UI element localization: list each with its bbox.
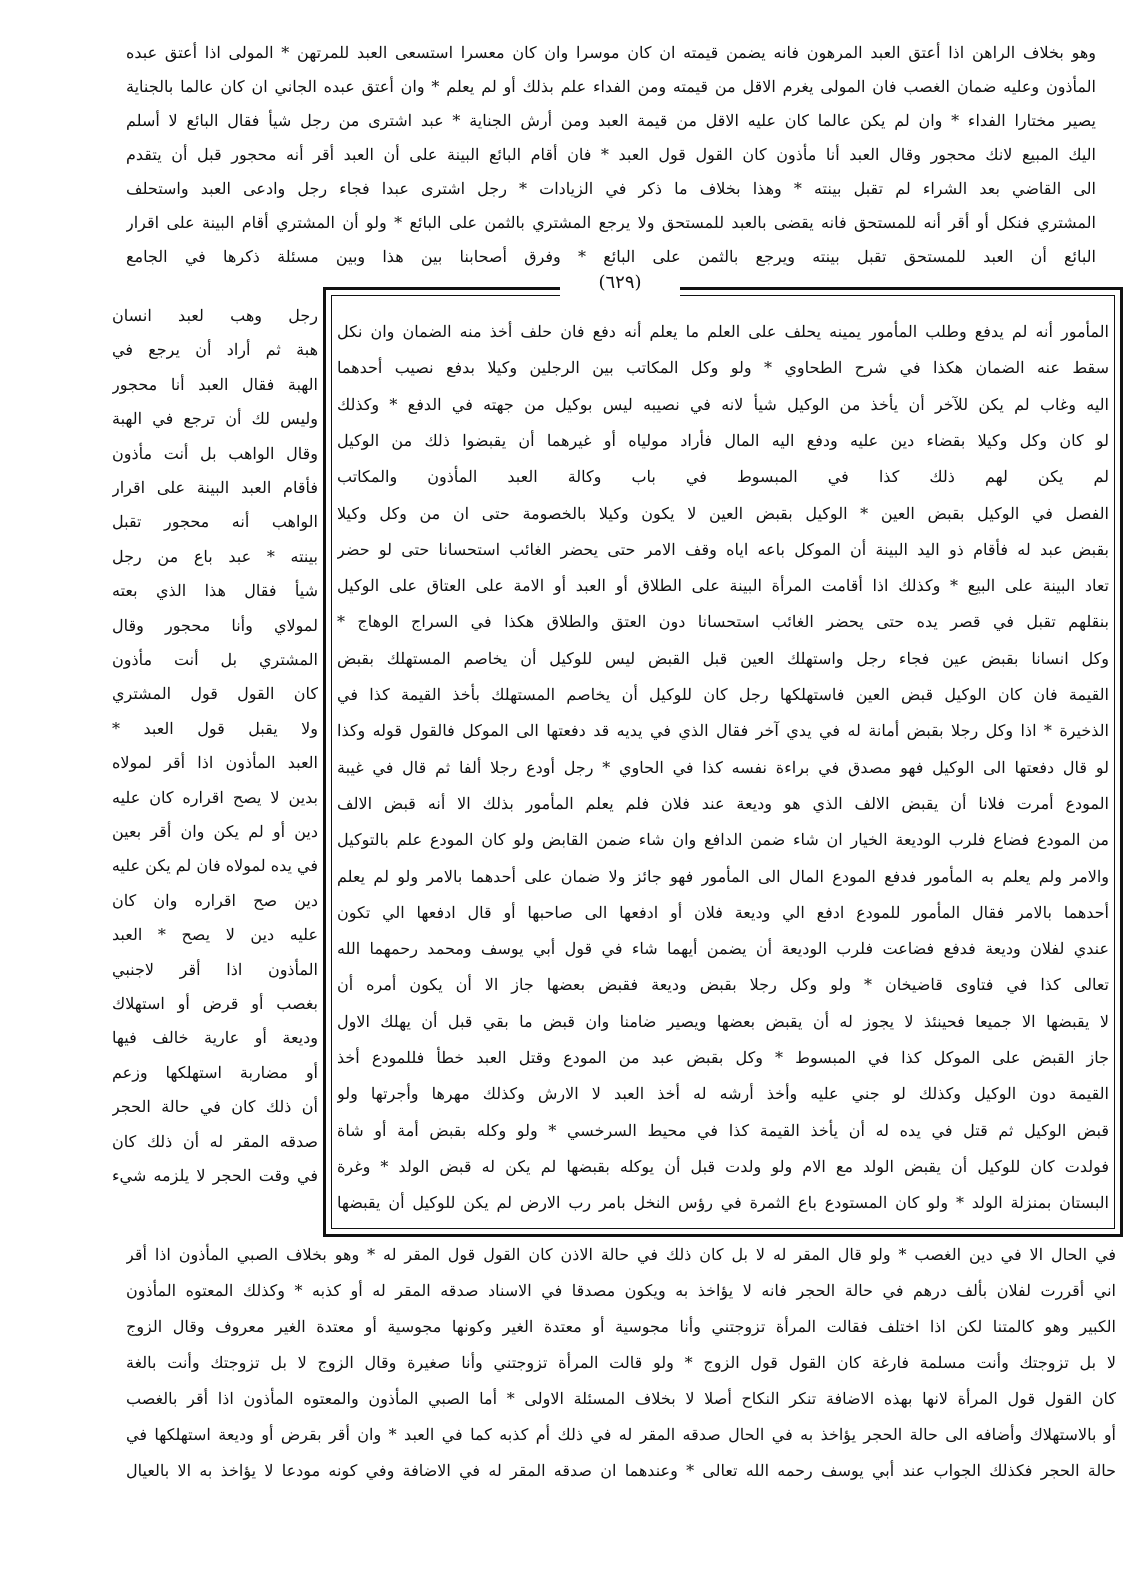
box-text-line: تعالى كذا في فتاوى قاضيخان * ولو وكل رجلا بقبض وديعة فقبض بعضها جاز الا أن يكون أمره أن: [337, 975, 1109, 995]
box-text-line: وكل انسانا بقبض عين فجاء رجل واستهلك العين قبل القبض ليس للوكيل أن يخاصم المستهلك بقبض: [337, 648, 1109, 668]
box-text-line: من المودع فضاع فلرب الوديعة الخيار ان شاء ضمن الدافع وان شاء ضمن القابض ولو كان المودع علم بالتوكيل: [337, 830, 1109, 850]
top-text-line: المشتري فنكل أو أقر أنه للمستحق فانه يقضى بالعبد للمستحق ولا يرجع المشتري بالثمن على البائع * ولو أن المشتري أقام البينة على اقرار: [126, 213, 1096, 232]
bottom-text-line: كان القول قول المرأة لانها بهذه الاضافة تنكر النكاح أصلا لا بخلاف المسئلة الاولى * أما الصبي المأذون والمعتوه المأذون اذا أقر بالغصب: [126, 1389, 1116, 1408]
box-text-line: اليه وغاب لم يكن للآخر أن يأخذ من الوكيل شيأ لانه في نصيبه ليس بوكيل من جهته في الدفع * وكذلك: [337, 394, 1109, 414]
side-text-line: كان القول قول المشتري: [112, 684, 318, 704]
side-text-line: المشتري بل أنت مأذون: [112, 650, 318, 669]
side-text-line: المأذون اذا أقر لاجنبي: [112, 959, 318, 979]
side-text-line: بدين لا يصح اقراره كان عليه: [112, 787, 318, 807]
box-text-line: لو قال دفعتها الى الوكيل فهو مصدق في براءة نفسه كذا في الحاوي * رجل أودع رجلا ألفا ثم قال في غيبة: [337, 757, 1109, 777]
side-text-line: فأقام العبد البينة على اقرار: [112, 478, 318, 497]
top-text-line: الى القاضي بعد الشراء لم تقبل بينته * وهذا بخلاف ما ذكر في الزيادات * رجل اشترى عبدا فجاء رجل وادعى العبد واستحلف: [126, 179, 1096, 198]
page-number: (٦٢٩): [560, 268, 680, 298]
box-text-line: المأمور أنه لم يدفع وطلب المأمور يمينه يحلف على العلم ما يعلم أنه دفع فان حلف أخذ منه الضمان وان نكل: [337, 322, 1109, 341]
box-text-line: والامر ولم يعلم به المأمور فدفع المودع المال الى المأمور فهو جائز ولا ضمان على أحدهما بالامر ولو لم يعلم: [337, 866, 1109, 886]
box-text-line: البستان بمنزلة الولد * ولو كان المستودع باع الثمرة في رؤس النخل بامر رب الارض لم يكن للوكيل أن يقبضها: [337, 1193, 1109, 1213]
side-text-line: ولا يقبل قول العبد *: [112, 718, 318, 738]
side-text-line: في يده لمولاه فان لم يكن عليه: [112, 856, 318, 876]
top-text-line: البائع أن العبد للمستحق تقبل بينته ويرجع بالثمن على البائع * وفرق أصحابنا بين هذا وبين مسئلة ذكرها في الجامع: [126, 247, 1096, 266]
side-text-line: شيأ فقال هذا الذي بعته: [112, 581, 318, 601]
box-text-line: تعاد البينة على البيع * وكذلك اذا أقامت المرأة البينة على الطلاق أو العبد أو الامة على العتاق على الوكيل: [337, 576, 1109, 596]
side-text-line: هبة ثم أراد أن يرجع في: [112, 340, 318, 360]
box-text-line: بقبض عبد له فأقام ذو اليد البينة أن الموكل باعه اياه وقف الامر حتى يحضر الغائب استحسانا حتى لو حضر: [337, 539, 1109, 559]
box-text-line: المودع أمرت فلانا أن يقبض الالف الذي هو وديعة عند فلان فلم يعلم المأمور بذلك الا أنه قبض الالف: [337, 793, 1109, 813]
box-text-line: جاز القبض على الموكل كذا في المبسوط * وكل بقبض عبد من المودع وقتل العبد خطأ فللمودع أخذ: [337, 1048, 1109, 1067]
side-text-line: رجل وهب لعبد انسان: [112, 306, 318, 325]
side-text-line: الهبة فقال العبد أنا محجور: [112, 374, 318, 394]
side-text-line: عليه دين لا يصح * العبد: [112, 925, 318, 945]
side-text-line: وليس لك أن ترجع في الهبة: [112, 409, 318, 429]
box-text-line: أحدهما بالامر فقال المأمور للمودع ادفع الي وديعة فلان أو ادفعها الى صاحبها أو قال ادفعها الي تكون: [337, 902, 1109, 922]
bottom-text-line: أو بالاستهلاك وأضافه الى حالة الحجر يؤاخذ به في الحال صدقه المقر له في ذلك أم كذبه كما في العبد * وان أقر بقرض أو وديعة استهلكها في: [126, 1425, 1116, 1444]
box-text-line: لو كان وكل وكيلا بقضاء دين عليه ودفع اليه المال فأراد مولياه أو غيرهما أن يقبضوا ذلك من الوكيل: [337, 430, 1109, 450]
top-text-line: وهو بخلاف الراهن اذا أعتق العبد المرهون فانه يضمن قيمته ان كان موسرا وان كان معسرا استسعى العبد للمرتهن * المولى اذا أعتق عبده: [126, 43, 1096, 62]
side-text-line: أن ذلك كان في حالة الحجر: [112, 1097, 318, 1117]
side-text-line: الواهب أنه محجور تقبل: [112, 512, 318, 532]
bottom-text-line: في الحال الا في دين الغصب * ولو قال المقر له لا بل كان ذلك في حالة الاذن كان القول قول المقر له * وهو بخلاف الصبي المأذون اذا أقر: [126, 1245, 1116, 1264]
box-text-line: فولدت كان للوكيل أن يقبض الولد مع الام ولو ولدت قبل أن يوكله بقبضها لم يكن له قبض الولد * وغرة: [337, 1156, 1109, 1176]
box-text-line: قبض الوكيل ثم قتل في يده له أن يأخذ القيمة كذا في محيط السرخسي * ولو وكله بقبض أمة أو شاة: [337, 1120, 1109, 1140]
box-text-line: الذخيرة * اذا وكل رجلا بقبض أمانة له في يدي آخر فقال الذي في يديه قد دفعتها الى الموكل فالقول قوله وكذا: [337, 721, 1109, 741]
box-text-line: الفصل في الوكيل بقبض العين * الوكيل بقبض العين لا يكون وكيلا بالخصومة حتى ان من وكل وكيلا: [337, 503, 1109, 523]
top-text-line: يصير مختارا الفداء * وان لم يكن عالما كان عليه الاقل من قيمة العبد ومن أرش الجناية * عبد اشترى من رجل شيأ فقال البائع لا أسلم: [126, 111, 1096, 130]
side-text-line: صدقه المقر له أن ذلك كان: [112, 1131, 318, 1151]
side-text-line: العبد المأذون اذا أقر لمولاه: [112, 753, 318, 773]
box-text-line: بنقلهم تقبل في قصر يده حتى يحضر الغائب استحسانا دون العتق والطلاق هكذا في السراج الوهاج *: [337, 612, 1109, 632]
bottom-text-line: حالة الحجر فكذلك الجواب عند أبي يوسف رحمه الله تعالى * وعندهما ان صدقه المقر له في الاضافة وفي كونه مودعا لا يؤاخذ به الا بالعيال: [126, 1461, 1116, 1480]
side-text-line: وقال الواهب بل أنت مأذون: [112, 443, 318, 463]
box-text-line: سقط عنه الضمان هكذا في شرح الطحاوي * ولو وكل المكاتب بين الرجلين وكيلا بدفع نصيب أحدهما: [337, 358, 1109, 378]
side-text-line: دين صح اقراره وان كان: [112, 890, 318, 910]
side-text-line: دين أو لم يكن وان أقر بعين: [112, 822, 318, 841]
bottom-text-line: اني أقررت لفلان بألف درهم في حالة الحجر فانه لا يؤاخذ به ويكون مصدقا في الاسناد صدقه المقر له أو كذبه * وكذلك المعتوه المأذون: [126, 1281, 1116, 1300]
side-text-line: أو مضاربة استهلكها وزعم: [112, 1062, 318, 1082]
bottom-text-line: لا بل تزوجتك وأنت مسلمة فارغة كان القول قول الزوج * ولو قالت المرأة تزوجتني وأنا صغيرة وقال الزوج لا بل تزوجتك وأنت بالغة: [126, 1353, 1116, 1372]
top-text-line: اليك المبيع لانك محجور وقال العبد أنا مأذون كان القول قول العبد * فان أقام البائع البينة على أن العبد أقر أنه محجور قبل أن يتقدم: [126, 145, 1096, 164]
side-text-line: بينته * عبد باع من رجل: [112, 546, 318, 566]
side-text-line: في وقت الحجر لا يلزمه شيء: [112, 1166, 318, 1185]
box-text-line: لم يكن لهم ذلك كذا في المبسوط في باب وكالة العبد المأذون والمكاتب: [337, 467, 1109, 487]
box-text-line: عندي لفلان وديعة فدفع فضاعت فلرب الوديعة أن يضمن أيهما شاء في قول أبي يوسف ومحمد رحمهما الله: [337, 939, 1109, 959]
bottom-text-line: الكبير وهو كالمتنا لكن اذا اختلف فقالت المرأة تزوجتني وأنا مجوسية أو معتدة الغير وكونها مجوسية أو معتدة الغير معروف وقال الزوج: [126, 1317, 1116, 1336]
top-text-line: المأذون وعليه ضمان الغصب فان المولى يغرم الاقل من قيمته ومن الفداء علم بذلك أو لم يعلم * وان أعتق عبده الجاني ان كان عالما بالجناية: [126, 77, 1096, 96]
side-text-line: بغصب أو قرض أو استهلاك: [112, 994, 318, 1013]
side-text-line: وديعة أو عارية خالف فيها: [112, 1028, 318, 1048]
side-text-line: لمولاي وأنا محجور وقال: [112, 615, 318, 635]
box-text-line: القيمة دون الوكيل وكذلك لو جني عليه وأخذ أرشه له أخذ العبد لا الارش وكذلك مهرها وأجرتها ولو: [337, 1084, 1109, 1104]
box-text-line: القيمة فان كان الوكيل قبض العين فاستهلكها رجل كان للوكيل أن يخاصم المستهلك بأخذ القيمة كذا في: [337, 685, 1109, 704]
box-text-line: لا يقبضها الا جميعا فحينئذ لا يجوز له أن يقبض بعضها ويصير ضامنا وان قبض ما بقي قبل أن يهلك الاول: [337, 1011, 1109, 1031]
